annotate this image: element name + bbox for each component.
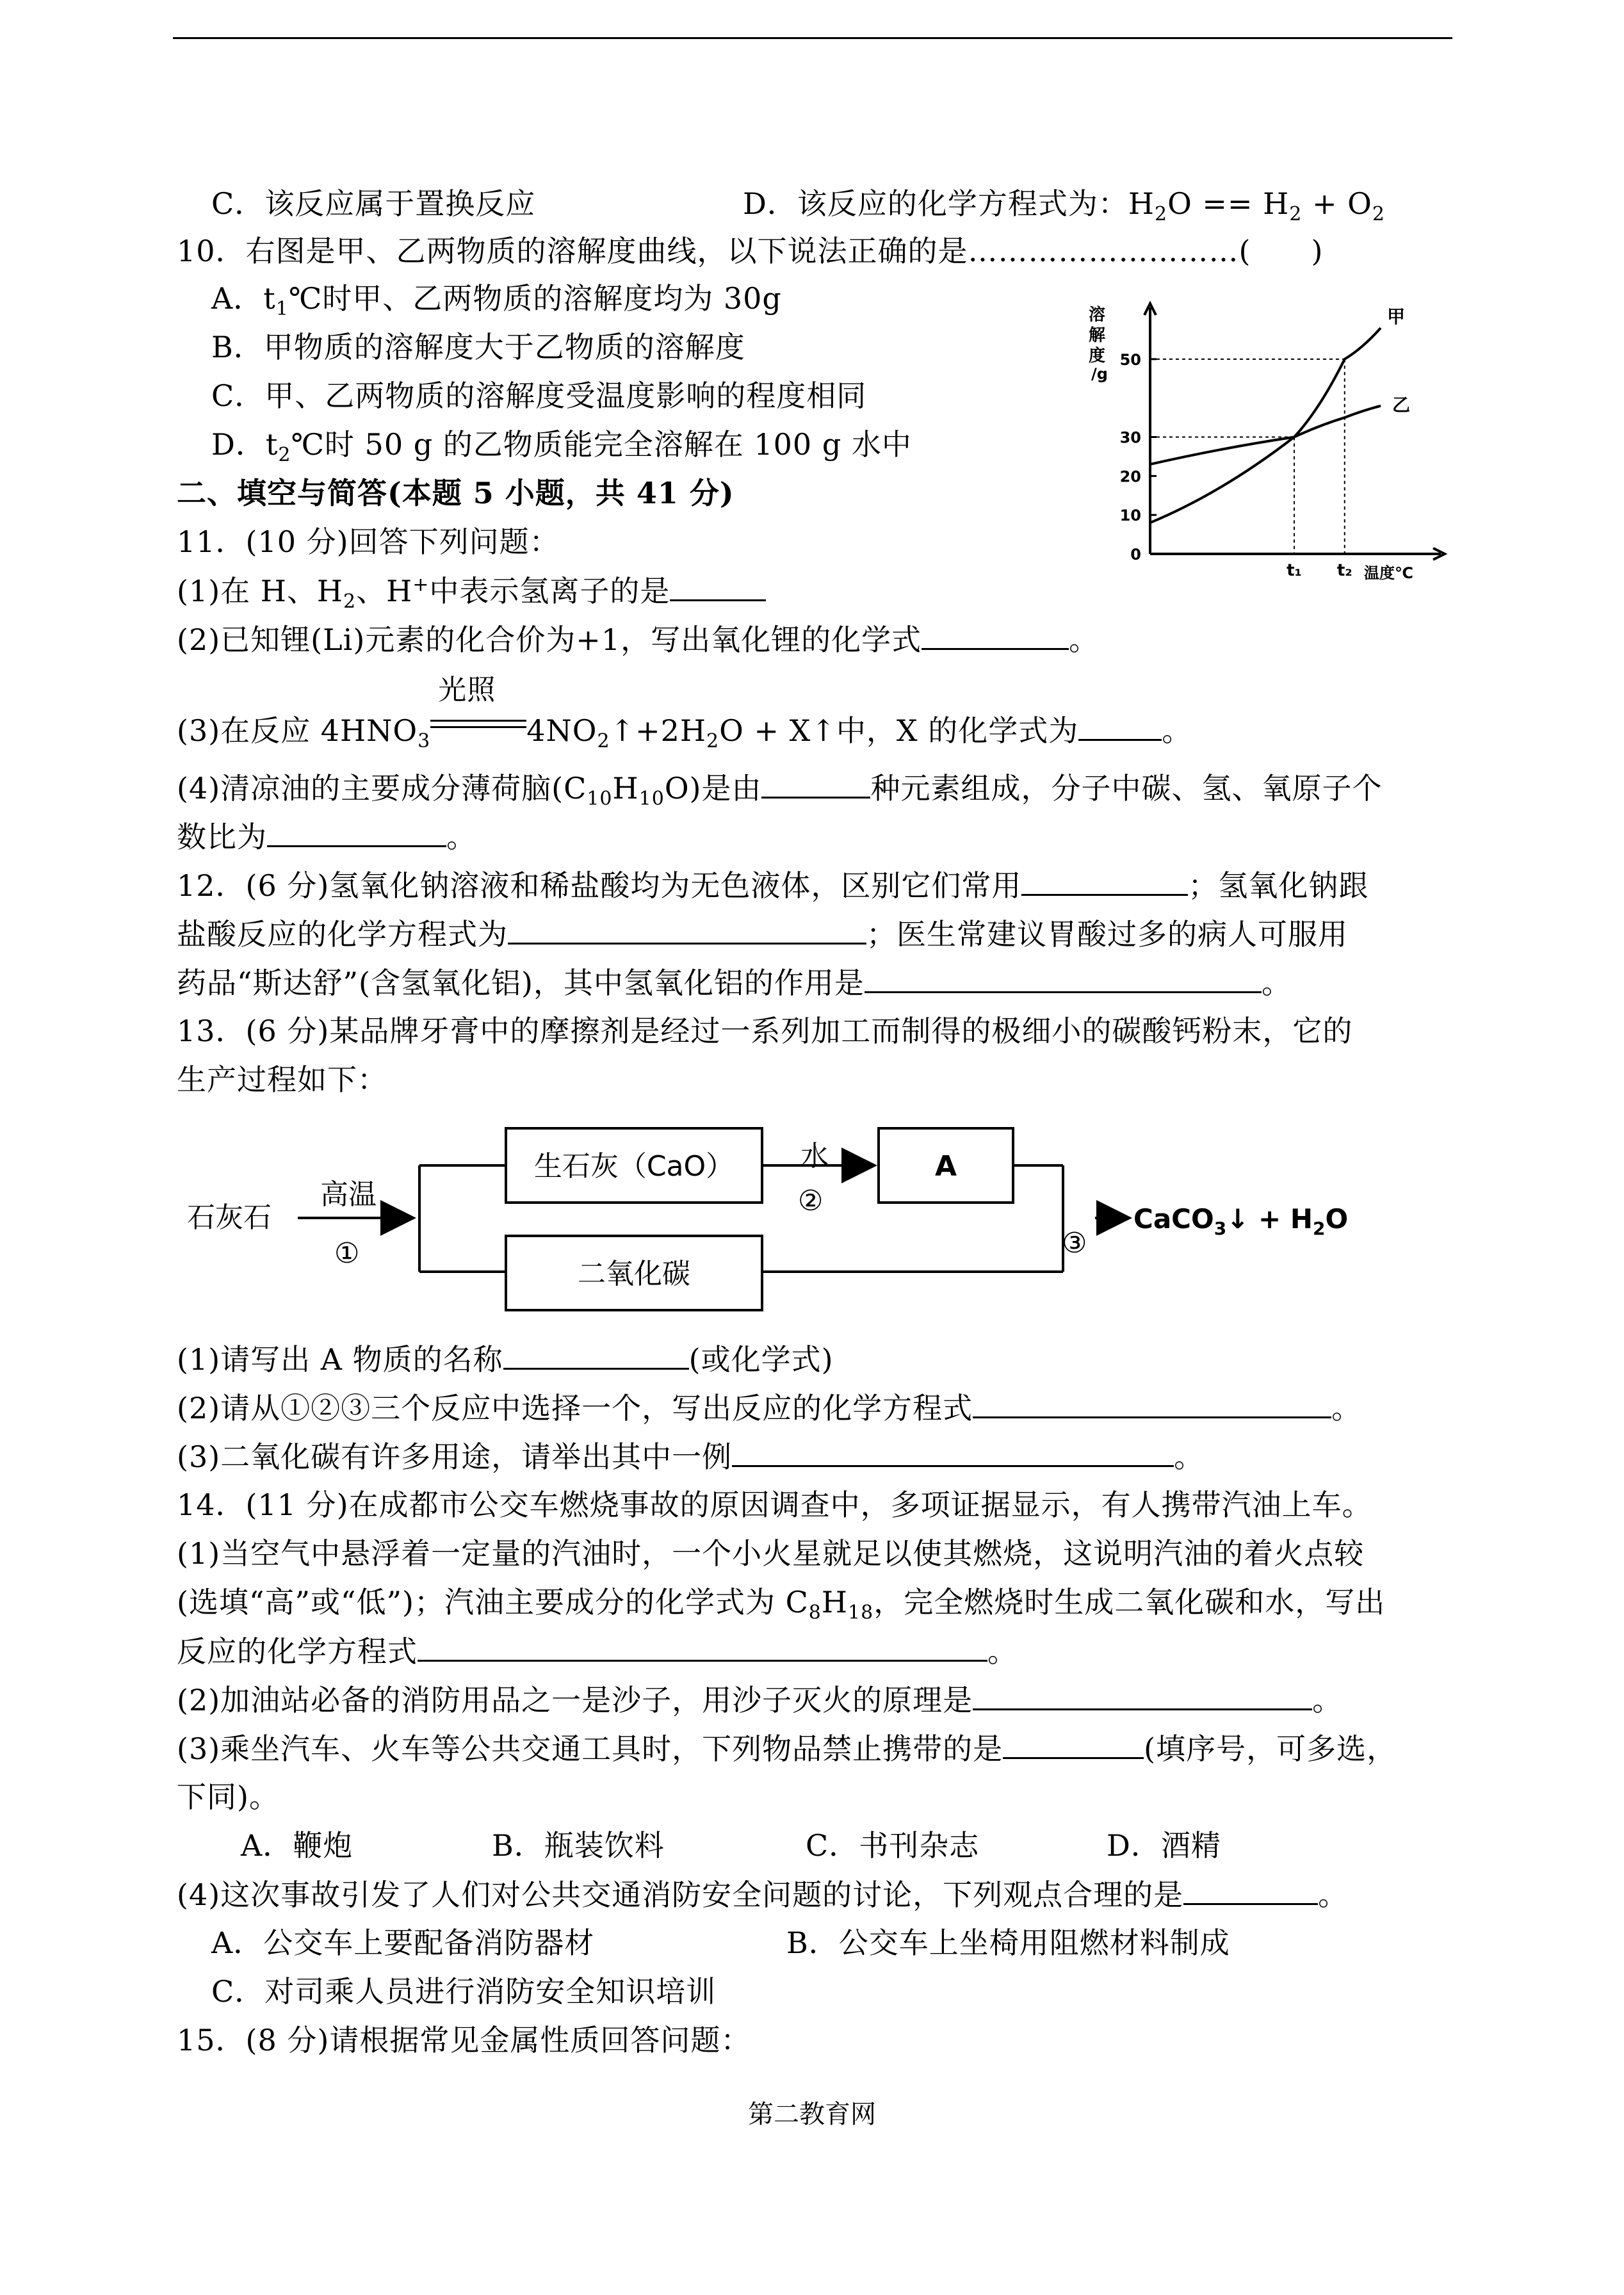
q11-part-2: (2)已知锂(Li)元素的化合价为+1，写出氧化锂的化学式 。 bbox=[177, 620, 1099, 659]
series-label-yi: 乙 bbox=[1392, 394, 1411, 416]
x-tick-label: t₂ bbox=[1336, 561, 1352, 580]
q9-option-c: C．该反应属于置换反应 bbox=[211, 186, 536, 221]
answer-blank[interactable] bbox=[973, 1680, 1312, 1710]
answer-blank[interactable] bbox=[1021, 866, 1188, 896]
flow-box-a-label: A bbox=[934, 1150, 957, 1183]
answer-blank[interactable] bbox=[503, 1340, 689, 1370]
q14-option-magazines: C．书刊杂志 bbox=[806, 1828, 980, 1863]
answer-blank[interactable] bbox=[922, 620, 1069, 650]
y-axis-label-char: 溶 bbox=[1089, 305, 1106, 325]
top-rule bbox=[173, 37, 1452, 39]
q9-option-d: D．该反应的化学方程式为：$H_2O == H_2 + O_2$ bbox=[743, 186, 1385, 226]
q10-option-d: D．$t_2℃$时 50 g 的乙物质能完全溶解在 100 g 水中 bbox=[211, 427, 912, 467]
x-axis-label: 温度℃ bbox=[1364, 564, 1414, 582]
reaction-condition: 光照 bbox=[438, 674, 496, 706]
q14-part-3: (3)乘坐汽车、火车等公共交通工具时，下列物品禁止携带的是 (填序号，可多选， bbox=[177, 1729, 1397, 1768]
q13-part-2: (2)请从①②③三个反应中选择一个，写出反应的化学方程式 。 bbox=[177, 1388, 1361, 1427]
q14-part-4: (4)这次事故引发了人们对公共交通消防安全问题的讨论，下列观点合理的是 。 bbox=[177, 1875, 1348, 1914]
q14-option-firecrackers: A．鞭炮 bbox=[241, 1828, 353, 1863]
q11-part-4: (4)清凉油的主要成分薄荷脑$(C_{10}H_{10}O)$是由 种元素组成，分子中碳、氢、氧原子个 bbox=[177, 768, 1382, 807]
q14-option-alcohol: D．酒精 bbox=[1107, 1828, 1221, 1863]
flow-box-cao-label: 生石灰（CaO） bbox=[533, 1150, 735, 1183]
q10-stem: 10．右图是甲、乙两物质的溶解度曲线，以下说法正确的是………………………( ) bbox=[177, 234, 1324, 268]
flow-start-label: 石灰石 bbox=[187, 1201, 272, 1234]
q13-line-2: 生产过程如下： bbox=[177, 1062, 387, 1097]
q11-part-3: (3)在反应 $4HNO_3$ 光照 $4NO_2↑+2H_2O$ + X↑中，X 的化学式为 。 bbox=[177, 711, 1192, 750]
answer-blank[interactable] bbox=[973, 1388, 1331, 1418]
page-footer: 第二教育网 bbox=[748, 2100, 876, 2129]
series-label-jia: 甲 bbox=[1387, 306, 1406, 328]
q12-line-1: 12．(6 分)氢氧化钠溶液和稀盐酸均为无色液体，区别它们常用 ；氢氧化钠跟 bbox=[177, 866, 1368, 905]
answer-blank[interactable] bbox=[418, 1632, 987, 1662]
q14-part-1-line1: (1)当空气中悬浮着一定量的汽油时，一个小火星就足以使其燃烧，这说明汽油的着火点较 bbox=[177, 1536, 1365, 1571]
y-tick-label: 30 bbox=[1119, 428, 1141, 447]
flow-step2-label: 水 bbox=[800, 1140, 829, 1172]
answer-blank[interactable] bbox=[1078, 711, 1162, 741]
answer-blank[interactable] bbox=[508, 914, 866, 945]
q12-line-2: 盐酸反应的化学方程式为 ；医生常建议胃酸过多的病人可服用 bbox=[177, 914, 1348, 953]
q10-option-a: A．$t_1℃$时甲、乙两物质的溶解度均为 30g bbox=[211, 281, 782, 321]
q15-stem: 15．(8 分)请根据常见金属性质回答问题： bbox=[177, 2023, 751, 2057]
q13-line-1: 13．(6 分)某品牌牙膏中的摩擦剂是经过一系列加工而制得的极细小的碳酸钙粉末，它的 bbox=[177, 1014, 1353, 1048]
q14-part-1-line2: (选填“高”或“低”)；汽油主要成分的化学式为 $C_8H_{18}$，完全燃烧时生成二氧化碳和水，写出 bbox=[177, 1585, 1386, 1625]
q11-part-4-line2: 数比为 。 bbox=[177, 817, 476, 856]
q11-stem: 11．(10 分)回答下列问题： bbox=[177, 524, 560, 559]
q10-option-c: C．甲、乙两物质的溶解度受温度影响的程度相同 bbox=[211, 378, 867, 413]
reaction-arrow bbox=[430, 674, 526, 749]
curve-yi bbox=[1150, 406, 1381, 464]
x-tick-label: t₁ bbox=[1287, 561, 1302, 580]
q14-part-4-option-a: A．公交车上要配备消防器材 bbox=[211, 1926, 595, 1960]
q14-part-4-option-c: C．对司乘人员进行消防安全知识培训 bbox=[211, 1974, 717, 2009]
answer-blank[interactable] bbox=[865, 963, 1262, 993]
y-axis-label-char: /g bbox=[1091, 365, 1108, 383]
q14-part-1-line3: 反应的化学方程式 。 bbox=[177, 1632, 1018, 1671]
flow-product: CaCO$_3$↓ + $H_2O$ bbox=[1133, 1203, 1349, 1239]
answer-blank[interactable] bbox=[1003, 1729, 1144, 1759]
q13-part-3: (3)二氧化碳有许多用途，请举出其中一例 。 bbox=[177, 1437, 1204, 1476]
answer-blank[interactable] bbox=[670, 571, 766, 601]
q14-option-bottled-drinks: B．瓶装饮料 bbox=[492, 1828, 665, 1863]
q14-part-4-option-b: B．公交车上坐椅用阻燃材料制成 bbox=[786, 1926, 1230, 1960]
y-axis-label-char: 解 bbox=[1089, 326, 1106, 345]
y-tick-label: 10 bbox=[1119, 507, 1141, 525]
y-axis-label-char: 度 bbox=[1089, 346, 1106, 366]
q14-part-3-line2: 下同)。 bbox=[177, 1780, 279, 1814]
answer-blank[interactable] bbox=[1183, 1875, 1318, 1905]
q12-line-3: 药品“斯达舒”(含氢氧化铝)，其中氢氧化铝的作用是 。 bbox=[177, 963, 1292, 1002]
q14-stem: 14．(11 分)在成都市公交车燃烧事故的原因调查中，多项证据显示，有人携带汽油上车。 bbox=[177, 1488, 1372, 1522]
section-2-title: 二、填空与简答(本题 5 小题，共 41 分) bbox=[177, 476, 735, 510]
answer-blank[interactable] bbox=[732, 1437, 1174, 1467]
y-tick-label: 50 bbox=[1119, 350, 1141, 369]
y-tick-label: 0 bbox=[1130, 546, 1141, 564]
y-tick-label: 20 bbox=[1119, 467, 1141, 486]
curve-jia bbox=[1150, 328, 1381, 523]
production-flow-diagram bbox=[173, 1114, 1390, 1332]
answer-blank[interactable] bbox=[761, 768, 870, 799]
flow-step1-label: 高温 bbox=[320, 1178, 377, 1211]
q14-part-2: (2)加油站必备的消防用品之一是沙子，用沙子灭火的原理是 。 bbox=[177, 1680, 1342, 1719]
flow-step3-number: ③ bbox=[1062, 1227, 1087, 1260]
q10-option-b: B．甲物质的溶解度大于乙物质的溶解度 bbox=[211, 330, 745, 364]
flow-step1-number: ① bbox=[334, 1237, 360, 1270]
q11-part-1: (1)在 H、$H_2$、H+中表示氢离子的是 bbox=[177, 571, 766, 610]
flow-step2-number: ② bbox=[798, 1185, 824, 1217]
answer-blank[interactable] bbox=[267, 817, 446, 847]
solubility-chart bbox=[1082, 295, 1466, 589]
flow-box-co2-label: 二氧化碳 bbox=[578, 1258, 690, 1290]
q13-part-1: (1)请写出 A 物质的名称 (或化学式) bbox=[177, 1340, 834, 1379]
